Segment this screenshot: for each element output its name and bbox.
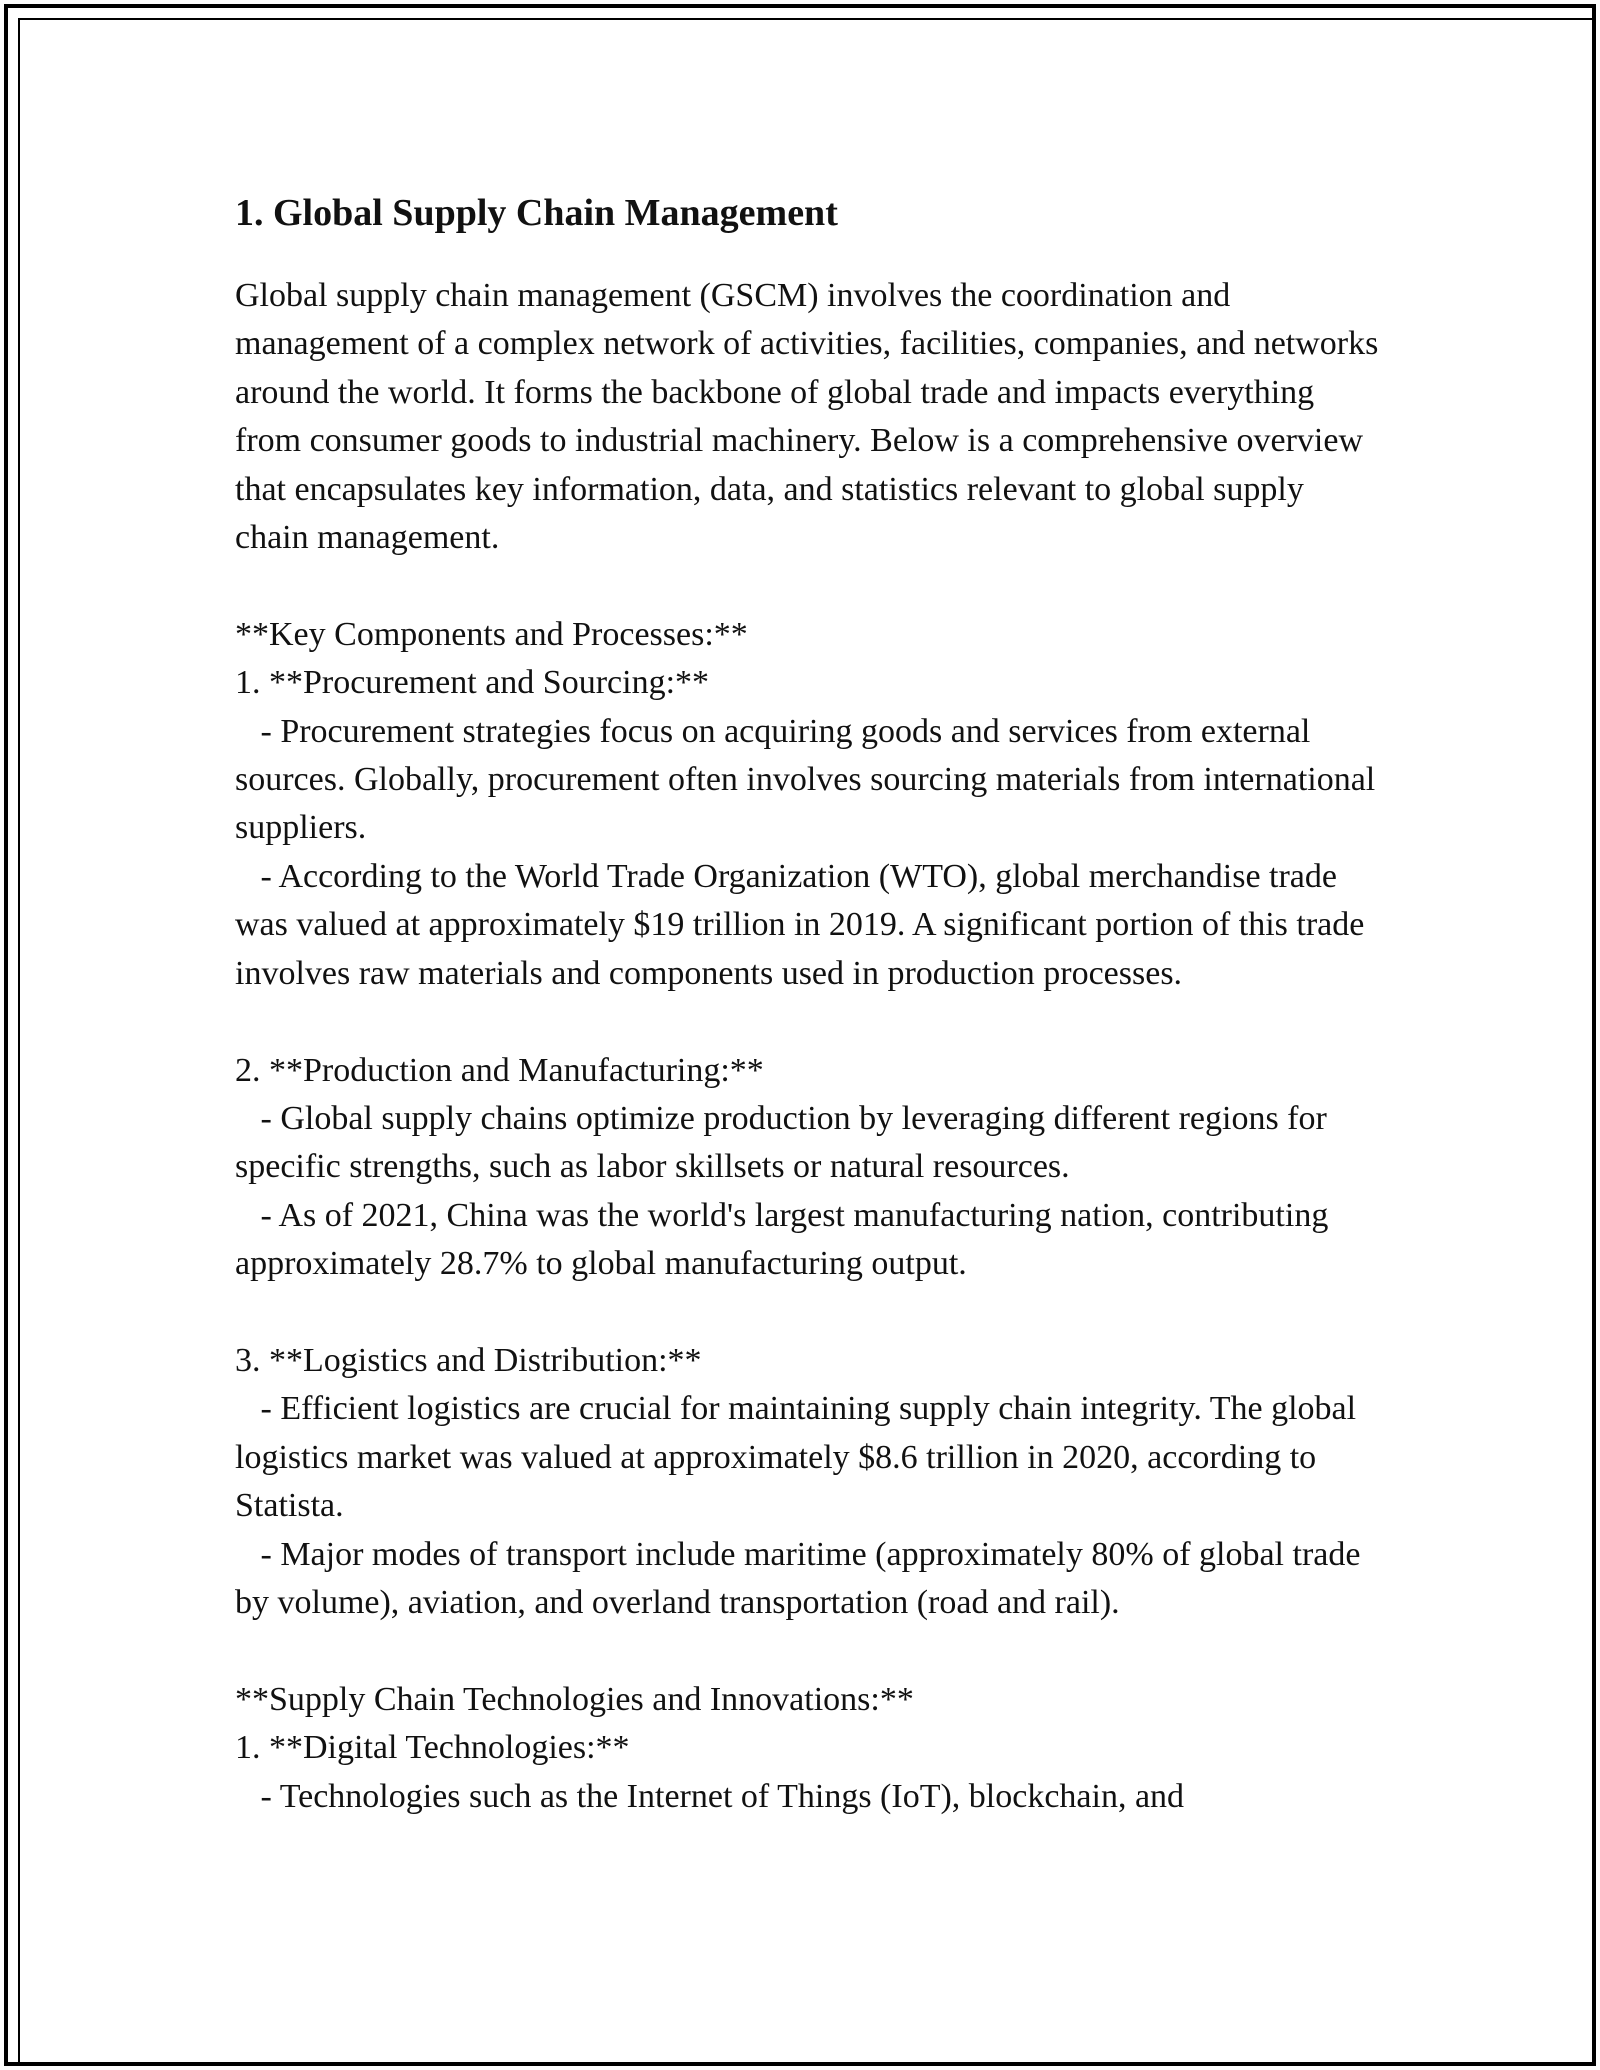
page-title: 1. Global Supply Chain Management	[235, 192, 838, 234]
document-body: Global supply chain management (GSCM) involves the coordination and management of a complex network of activities, facilities, companies, and networks around the world. It forms the backbone of global trade and impacts everything from consumer goods to industrial machinery. Below is a comprehensive overview that encapsulates key information, data, and statistics relevant to global supply chain management. **Key Components and Processes:** 1. **Procurement and Sourcing:** - Procurement strategies focus on acquiring goods and services from external sources. Globally, procurement often involves sourcing materials from international suppliers. - According to the World Trade Organization (WTO), global merchandise trade was valued at approximately $19 trillion in 2019. A significant portion of this trade involves raw materials and components used in production processes. 2. **Production and Manufacturing:** - Global supply chains optimize production by leveraging different regions for specific strengths, such as labor skillsets or natural resources. - As of 2021, China was the world's largest manufacturing nation, contributing approximately 28.7% to global manufacturing output. 3. **Logistics and Distribution:** - Efficient logistics are crucial for maintaining supply chain integrity. The global logistics market was valued at approximately $8.6 trillion in 2020, according to Statista. - Major modes of transport include maritime (approximately 80% of global trade by volume), aviation, and overland transportation (road and rail). **Supply Chain Technologies and Innovations:** 1. **Digital Technologies:** - Technologies such as the Internet of Things (IoT), blockchain, and	[235, 277, 1379, 1815]
document-content	[235, 188, 1385, 1821]
